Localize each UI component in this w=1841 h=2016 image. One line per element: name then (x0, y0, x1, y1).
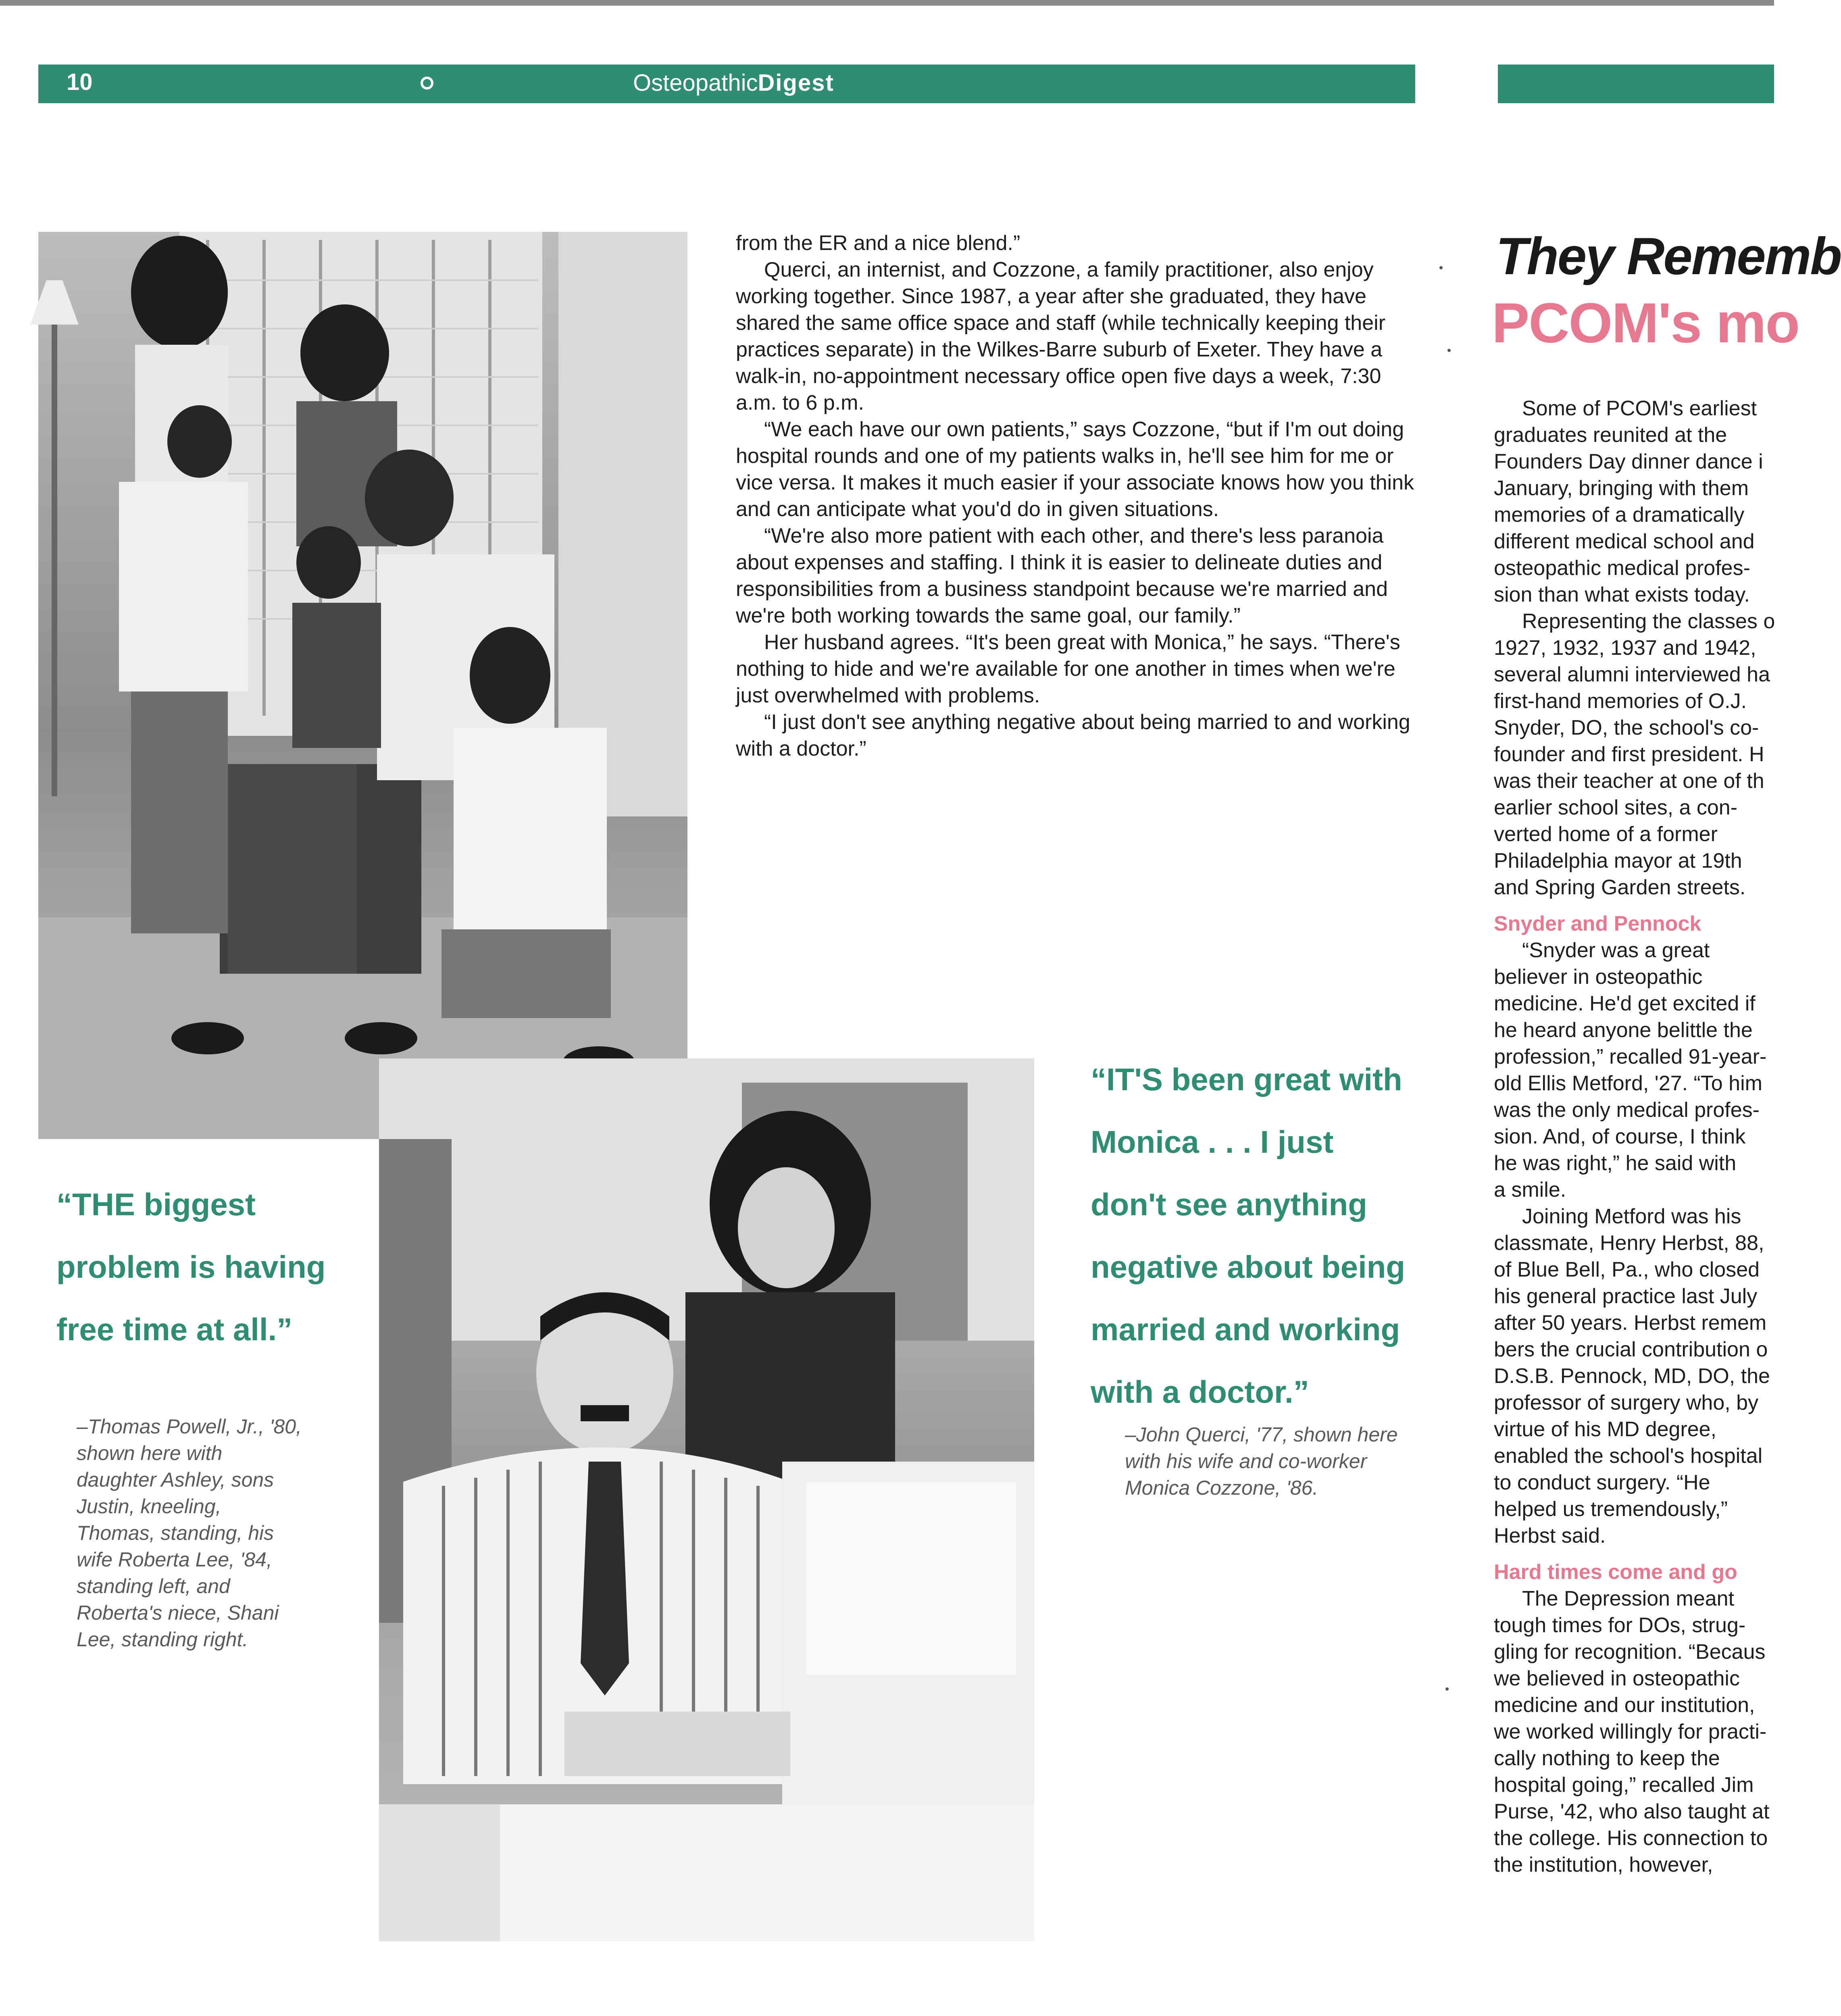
publication-title-bold: Digest (758, 70, 834, 96)
sidebar-line: Purse, '42, who also taught at (1494, 1800, 1770, 1823)
sidebar-headline-1: They Rememb (1496, 227, 1841, 285)
sidebar-line: cally nothing to keep the (1494, 1747, 1720, 1770)
sidebar-line: the institution, however, (1494, 1853, 1713, 1876)
sidebar-line: Herbst said. (1494, 1524, 1606, 1547)
sidebar-line: we worked willingly for practi- (1494, 1720, 1767, 1743)
sidebar-line: “Snyder was a great (1522, 939, 1710, 962)
article-paragraph: from the ER and a nice blend.” (736, 231, 1020, 255)
sidebar-line: helped us tremendously,” (1494, 1497, 1728, 1521)
sidebar-line: was the only medical profes- (1494, 1098, 1760, 1122)
sidebar-subhead: Snyder and Pennock (1494, 912, 1701, 935)
article-paragraph: “We're also more patient with each other, and there's less paranoia about expenses and staffing. I think it is easier to delineate duties and responsibilities from a business standpoint because we're married and we're both working towards the same goal, our family.” (736, 524, 1388, 627)
sidebar-line: to conduct surgery. “He (1494, 1471, 1710, 1494)
sidebar-line: classmate, Henry Herbst, 88, (1494, 1231, 1764, 1255)
family-photo (38, 232, 687, 1139)
sidebar-line: and Spring Garden streets. (1494, 876, 1746, 899)
sidebar-line: first-hand memories of O.J. (1494, 689, 1747, 713)
sidebar-line: was their teacher at one of th (1494, 769, 1764, 793)
photo-caption-right: –John Querci, '77, shown here with his wife and co-worker Monica Cozzone, '86. (1125, 1423, 1398, 1499)
sidebar-line: graduates reunited at the (1494, 423, 1727, 447)
bullet-icon (421, 77, 433, 90)
sidebar-line: sion. And, of course, I think (1494, 1125, 1746, 1148)
sidebar-line: Founders Day dinner dance i (1494, 450, 1763, 473)
sidebar-line: believer in osteopathic (1494, 965, 1703, 989)
sidebar-line: Philadelphia mayor at 19th (1494, 849, 1742, 873)
sidebar-line: profession,” recalled 91-year- (1494, 1045, 1767, 1068)
header-band (38, 65, 1415, 103)
sidebar-line: professor of surgery who, by (1494, 1391, 1759, 1414)
sidebar-line: earlier school sites, a con- (1494, 796, 1738, 819)
print-speck (1447, 349, 1451, 352)
sidebar-line: Representing the classes o (1522, 610, 1775, 633)
sidebar-line: of Blue Bell, Pa., who closed (1494, 1258, 1760, 1281)
publication-title (633, 69, 834, 96)
sidebar-line: founder and first president. H (1494, 743, 1764, 766)
article-paragraph: Querci, an internist, and Cozzone, a family practitioner, also enjoy working together. Since 1987, a year after she graduated, they have shared the same office space and staff (while technically keeping their practices separate) in the Wilkes-Barre suburb of Exeter. They have a walk-in, no-appointment necessary office open five days a week, 7:30 a.m. to 6 p.m. (736, 258, 1386, 414)
sidebar-line: the college. His connection to (1494, 1826, 1768, 1850)
sidebar-hard-times-section (1494, 1585, 1784, 1878)
sidebar-line: hospital going,” recalled Jim (1494, 1773, 1754, 1797)
sidebar-line: his general practice last July (1494, 1285, 1758, 1308)
sidebar-body (1494, 395, 1784, 1878)
sidebar-line: verted home of a former (1494, 823, 1718, 846)
sidebar-line: after 50 years. Herbst remem (1494, 1311, 1767, 1335)
sidebar-line: memories of a dramatically (1494, 503, 1745, 527)
sidebar-line: several alumni interviewed ha (1494, 663, 1770, 686)
doctors-photo-illustration (379, 1058, 1034, 1941)
sidebar-line: The Depression meant (1522, 1587, 1735, 1610)
sidebar-intro (1494, 395, 1784, 901)
sidebar-line: Joining Metford was his (1522, 1205, 1741, 1228)
sidebar-line: osteopathic medical profes- (1494, 556, 1750, 580)
sidebar-subhead: Hard times come and go (1494, 1560, 1737, 1584)
page-top-edge (0, 0, 1774, 6)
sidebar-line: different medical school and (1494, 530, 1755, 553)
sidebar-line: old Ellis Metford, '27. “To him (1494, 1072, 1762, 1095)
sidebar-line: medicine. He'd get excited if (1494, 992, 1756, 1015)
sidebar-line: January, bringing with them (1494, 477, 1749, 500)
family-photo-illustration (38, 232, 687, 1139)
sidebar-line: D.S.B. Pennock, MD, DO, the (1494, 1364, 1770, 1388)
sidebar-line: enabled the school's hospital (1494, 1444, 1763, 1468)
sidebar-line: he was right,” he said with (1494, 1152, 1737, 1175)
sidebar-line: sion than what exists today. (1494, 583, 1750, 606)
article-body (736, 230, 1417, 762)
print-speck (1445, 1687, 1449, 1691)
header-band-right (1498, 65, 1774, 103)
sidebar-line: we believed in osteopathic (1494, 1667, 1740, 1690)
sidebar-line: 1927, 1932, 1937 and 1942, (1494, 636, 1756, 660)
print-speck (1439, 266, 1443, 269)
sidebar-line: virtue of his MD degree, (1494, 1418, 1717, 1441)
photo-caption-left: –Thomas Powell, Jr., '80, shown here with daughter Ashley, sons Justin, kneeling, Thomas, standing, his wife Roberta Lee, '84, standing left, and Roberta's niece, Shani Lee, standing right. (77, 1415, 302, 1651)
pull-quote-left: “THE biggest problem is having free time at all.” (56, 1187, 326, 1347)
publication-title-regular: Osteopathic (633, 70, 758, 96)
sidebar-snyder-section (1494, 937, 1784, 1549)
sidebar-line: gling for recognition. “Becaus (1494, 1640, 1766, 1664)
article-paragraph: “I just don't see anything negative about being married to and working with a doctor.” (736, 710, 1410, 760)
pull-quote-right: “IT'S been great with Monica . . . I just don't see anything negative about being married and working with a doctor.” (1091, 1062, 1406, 1410)
article-paragraph: “We each have our own patients,” says Cozzone, “but if I'm out doing hospital rounds and one of my patients walks in, he'll see him for me or vice versa. It makes it much easier if your associate knows how you think and can anticipate what you'd do in given situations. (736, 418, 1414, 521)
sidebar-line: bers the crucial contribution o (1494, 1338, 1768, 1361)
sidebar-headline-2: PCOM's mo (1492, 291, 1799, 354)
sidebar-line: Some of PCOM's earliest (1522, 397, 1757, 420)
sidebar-line: tough times for DOs, strug- (1494, 1614, 1746, 1637)
page-number: 10 (67, 69, 93, 95)
sidebar-line: a smile. (1494, 1178, 1566, 1202)
sidebar-line: medicine and our institution, (1494, 1693, 1755, 1717)
doctors-photo (379, 1058, 1034, 1941)
sidebar-line: Snyder, DO, the school's co- (1494, 716, 1759, 739)
article-paragraph: Her husband agrees. “It's been great with Monica,” he says. “There's nothing to hide and we're available for one another in times when we're just overwhelmed with problems. (736, 631, 1400, 707)
sidebar-line: he heard anyone belittle the (1494, 1018, 1753, 1042)
